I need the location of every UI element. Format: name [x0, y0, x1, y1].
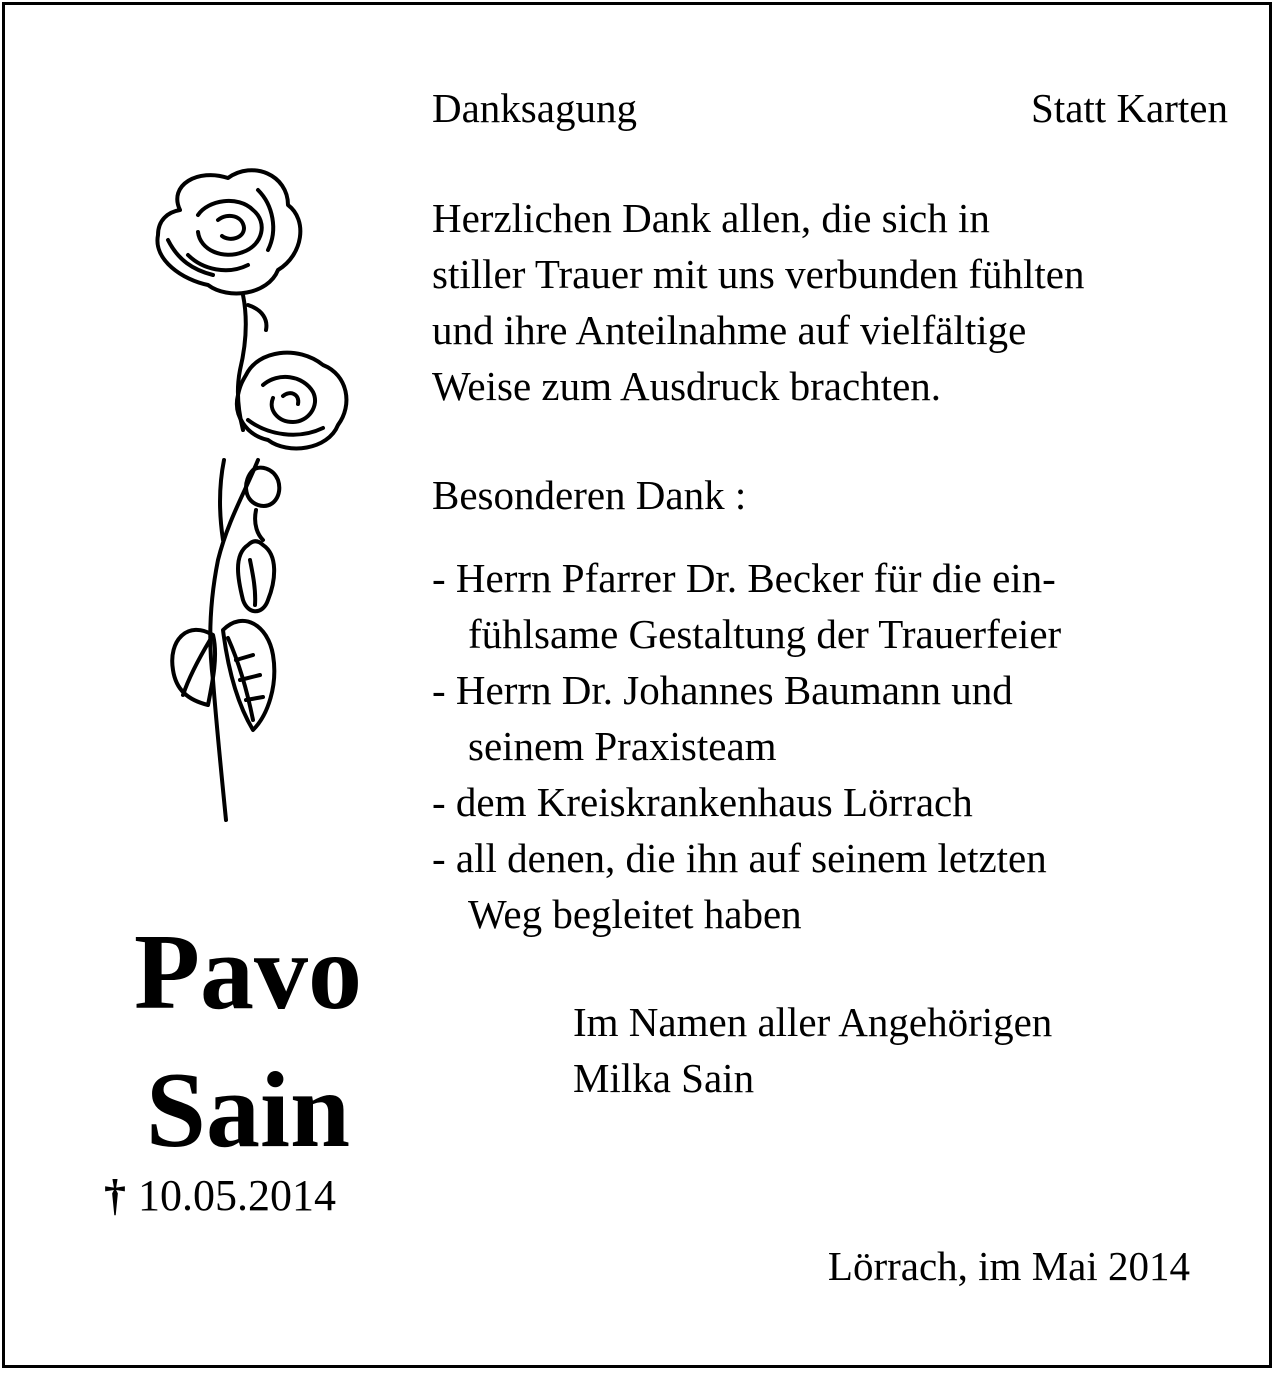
list-item: - all denen, die ihn auf seinem letzten	[432, 835, 1047, 881]
rose-icon	[128, 160, 368, 840]
special-thanks-heading: Besonderen Dank :	[432, 472, 747, 518]
intro-line: stiller Trauer mit uns verbunden fühlten	[432, 251, 1085, 297]
list-item: fühlsame Gestaltung der Trauerfeier	[468, 611, 1062, 657]
heading-statt-karten: Statt Karten	[1031, 85, 1228, 131]
intro-line: Herzlichen Dank allen, die sich in	[432, 195, 990, 241]
heading-danksagung: Danksagung	[432, 85, 637, 131]
signature-name: Milka Sain	[573, 1055, 755, 1101]
deceased-last-name: Sain	[145, 1051, 351, 1170]
list-item: - dem Kreiskrankenhaus Lörrach	[432, 779, 973, 825]
list-item: Weg begleitet haben	[468, 891, 802, 937]
signature-block	[573, 994, 1052, 1106]
place-date: Lörrach, im Mai 2014	[827, 1243, 1190, 1289]
special-thanks-list	[432, 550, 1061, 942]
death-date: 10.05.2014	[138, 1171, 336, 1220]
cross-icon: †	[104, 1171, 126, 1220]
list-item: - Herrn Pfarrer Dr. Becker für die ein-	[432, 555, 1056, 601]
intro-line: und ihre Anteilnahme auf vielfältige	[432, 307, 1027, 353]
death-date-line	[104, 1170, 336, 1221]
intro-paragraph	[432, 190, 1085, 414]
list-item: - Herrn Dr. Johannes Baumann und	[432, 667, 1013, 713]
signature-line: Im Namen aller Angehörigen	[573, 999, 1053, 1045]
list-item: seinem Praxisteam	[468, 723, 777, 769]
deceased-first-name: Pavo	[134, 913, 362, 1032]
intro-line: Weise zum Ausdruck brachten.	[432, 363, 942, 409]
